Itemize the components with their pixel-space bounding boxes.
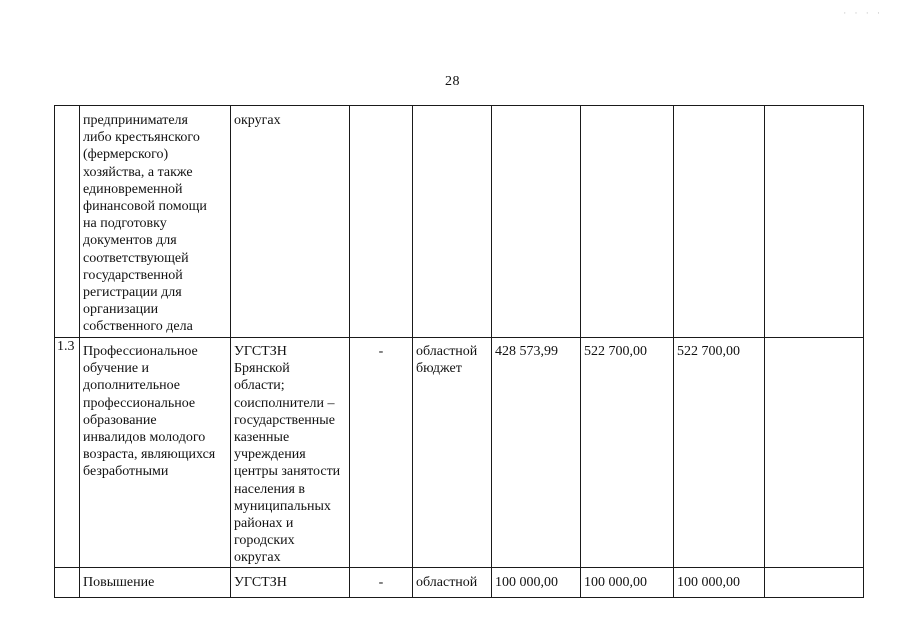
executor-cell [231,106,350,338]
cell-text-line: организации [83,302,159,318]
cell-text-line: возраста, являющихся [83,447,216,463]
cell-text-line: соответствующей [83,250,189,266]
executor-cell [231,568,350,598]
row-number-cell: 1.3 [55,338,80,568]
cell-text-line: Профессиональное [83,344,198,359]
term-cell: - [350,568,413,598]
cell-text-line: населения в [234,481,306,497]
cell-text-line: УГСТЗН [234,575,287,590]
cell-text-line: финансовой помощи [83,199,207,215]
table-row [55,568,864,598]
cell-text-line: муниципальных [234,498,331,514]
cell-text-line: на подготовку [83,216,167,232]
cell-text-line: областной [416,344,478,359]
cell-text-line: государственной [83,267,183,283]
cell-text-line: инвалидов молодого [83,430,206,446]
measure-name-cell [80,338,231,568]
measure-name-cell [80,106,231,338]
funding-source-cell [413,338,492,568]
table-row [55,106,864,338]
cell-text-line: округах [234,550,281,566]
executor-cell [231,338,350,568]
cell-text-line: области; [234,378,285,394]
amount-cell-3 [674,106,765,338]
cell-text-line: Брянской [234,361,290,377]
amount-cell-4 [765,568,864,598]
cell-text-line: предпринимателя [83,113,188,128]
cell-text-line: обучение и [83,361,150,377]
term-cell [350,106,413,338]
cell-text-line: учреждения [234,447,306,463]
cell-text-line: бюджет [416,361,462,377]
term-cell: - [350,338,413,568]
cell-text-line: дополнительное [83,378,180,394]
cell-text-line: профессиональное [83,395,196,411]
cell-text-line: регистрации для [83,285,182,301]
amount-cell-2: 100 000,00 [581,568,674,598]
cell-text-line: районах и [234,516,294,532]
cell-text-line: областной [416,575,478,590]
cell-text-line: (фермерского) [83,147,169,163]
amount-cell-3: 522 700,00 [674,338,765,568]
cell-text-line: государственные [234,412,335,428]
cell-text-line: документов для [83,233,177,249]
amount-cell-1: 428 573,99 [492,338,581,568]
amount-cell-3: 100 000,00 [674,568,765,598]
cell-text-line: Повышение [83,575,155,590]
cell-text-line: городских [234,533,295,549]
program-table [54,105,864,598]
row-number-cell [55,568,80,598]
amount-cell-4 [765,106,864,338]
cell-text-line: соисполнители – [234,395,335,411]
funding-source-cell [413,106,492,338]
cell-text-line: казенные [234,430,290,446]
cell-text-line: собственного дела [83,319,193,335]
amount-cell-2 [581,106,674,338]
funding-source-cell [413,568,492,598]
amount-cell-1 [492,106,581,338]
measure-name-cell [80,568,231,598]
row-number-cell [55,106,80,338]
cell-text-line: либо крестьянского [83,130,200,146]
cell-text-line: образование [83,412,157,428]
cell-text-line: единовременной [83,181,183,197]
page-number: 28 [445,74,460,89]
cell-text-line: безработными [83,464,169,480]
table-row [55,338,864,568]
amount-cell-1: 100 000,00 [492,568,581,598]
cell-text-line: УГСТЗН [234,344,287,359]
cell-text-line: центры занятости [234,464,341,480]
amount-cell-4 [765,338,864,568]
amount-cell-2: 522 700,00 [581,338,674,568]
scan-noise: · · · · [843,8,883,18]
cell-text-line: округах [234,113,281,128]
cell-text-line: хозяйства, а также [83,164,193,180]
